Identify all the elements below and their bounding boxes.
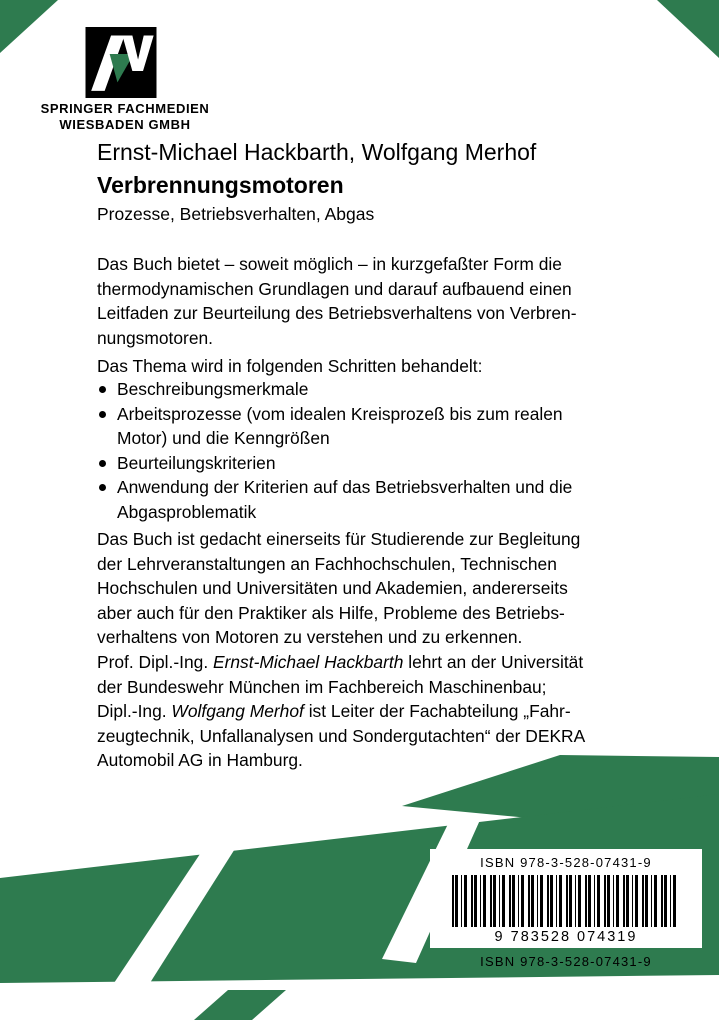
green-parallelogram-bottom [194, 990, 286, 1020]
publisher-name [20, 101, 230, 133]
authors: Ernst-Michael Hackbarth, Wolfgang Merhof [97, 139, 537, 165]
list-item [97, 475, 653, 524]
publisher-logo [84, 27, 158, 98]
list-item-text: Beurteilungskriterien [117, 452, 276, 473]
list-item [97, 402, 653, 451]
bullet-dot-icon [97, 451, 117, 476]
isbn-label-bottom: ISBN 978-3-528-07431-9 [480, 954, 652, 969]
corner-triangle-top-right [657, 0, 719, 58]
barcode [452, 875, 680, 927]
paragraph-audience: Das Buch ist gedacht einerseits für Studierende zur Begleitung der Lehrveranstaltungen an Fachhochschulen, Technischen Hochschulen und Universitäten und Akademien, andererseits aber auch für den Praktiker als Hilfe, Probleme des Betriebs- verhaltens von Motoren zu verstehen und zu erkennen. [97, 529, 581, 647]
bullet-dot-icon [97, 475, 117, 524]
text-line: Prof. Dipl.-Ing. Ernst-Michael Hackbarth lehrt an der Universität [97, 652, 584, 672]
bullet-dot-icon [97, 377, 117, 402]
publisher-name-line1: SPRINGER FACHMEDIEN [40, 101, 210, 116]
text-line: Automobil AG in Hamburg. [97, 750, 303, 770]
isbn-label-top: ISBN 978-3-528-07431-9 [480, 855, 652, 870]
bullet-list [97, 377, 653, 524]
book-subtitle: Prozesse, Betriebsverhalten, Abgas [97, 204, 375, 224]
paragraph-summary: Das Buch bietet – soweit möglich – in kurzgefaßter Form die thermodynamischen Grundlagen und darauf aufbauend einen Leitfaden zur Beurteilung des Betriebsverhaltens von Verbren- nungsmotoren. [97, 254, 577, 348]
book-title: Verbrennungsmotoren [97, 172, 344, 198]
corner-triangle-top-left [0, 0, 58, 53]
list-item-text: Arbeitsprozesse (vom idealen Kreisprozeß bis zum realen Motor) und die Kenngrößen [117, 403, 563, 448]
list-item [97, 377, 653, 402]
text-line: zeugtechnik, Unfallanalysen und Sondergutachten“ der DEKRA [97, 725, 586, 746]
publisher-name-line2: WIESBADEN GMBH [59, 117, 191, 132]
paragraph-author-bio [97, 650, 653, 773]
list-intro: Das Thema wird in folgenden Schritten behandelt: [97, 356, 483, 376]
bullet-dot-icon [97, 402, 117, 451]
text-line: der Bundeswehr München im Fachbereich Maschinenbau; [97, 676, 547, 697]
list-item-text: Anwendung der Kriterien auf das Betriebsverhalten und die Abgasproblematik [117, 477, 573, 522]
barcode-box [430, 849, 702, 948]
list-item [97, 451, 653, 476]
list-item-text: Beschreibungsmerkmale [117, 379, 309, 399]
barcode-digits: 9 783528 074319 [494, 929, 638, 945]
text-line: Dipl.-Ing. Wolfgang Merhof ist Leiter der Fachabteilung „Fahr- [97, 701, 571, 721]
